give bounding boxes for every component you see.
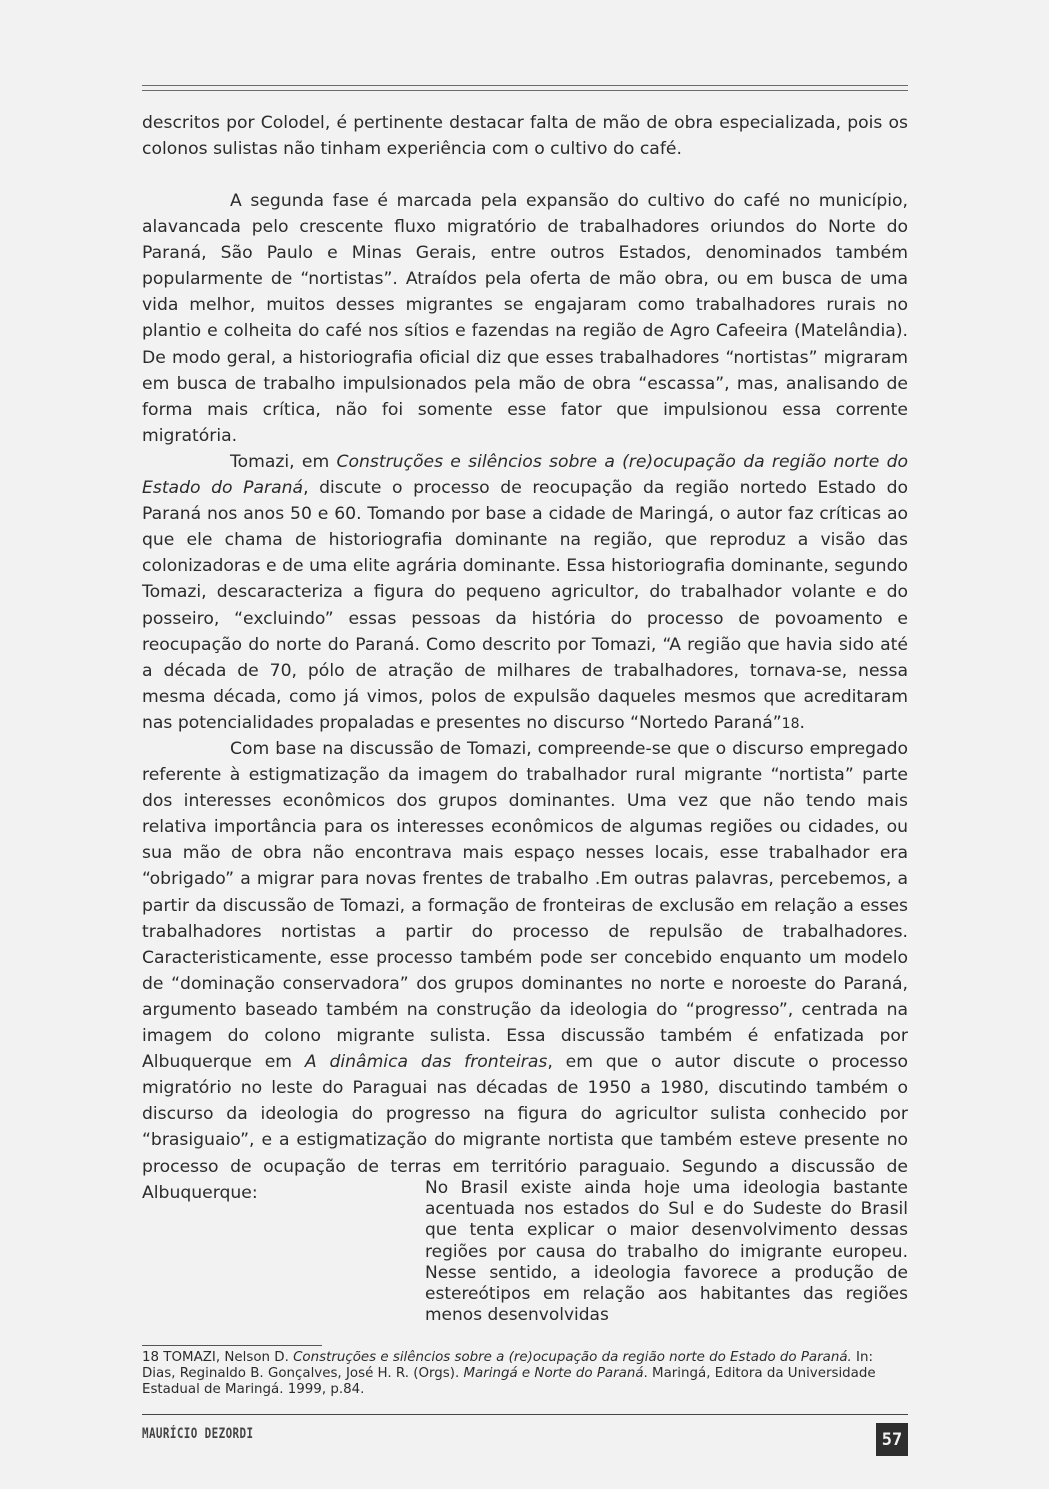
paragraph-continuation [142, 110, 908, 162]
footnote-18 [142, 1350, 908, 1398]
header-rule-bottom [142, 90, 908, 91]
footnote-reference[interactable]: 18 [781, 715, 800, 732]
footnote-separator [142, 1345, 322, 1346]
paragraph-albuquerque [142, 736, 908, 1206]
p4-text-b: , em que o autor discute o processo migratório no leste do Paraguai nas décadas de 1950 a 1980, discutindo também o discurso da ideologia do progresso na figura do agricultor sulista conhecido por “brasiguaio”, e a estigmatização do migrante nortista que também esteve presente no processo de ocupação de terras em território paraguaio. Segundo a discussão de Albuquerque: [142, 1052, 908, 1203]
p3-text-b: , discute o processo de reocupação da região nortedo Estado do Paraná nos anos 50 e 60. Tomando por base a cidade de Maringá, o autor faz críticas ao que ele chama de historiografia dominante na região, que reproduz a visão das colonizadoras e de uma elite agrária dominante. Essa historiografia dominante, segundo Tomazi, descaracteriza a figura do pequeno agricultor, do trabalhador volante e do posseiro, “excluindo” essas pessoas da história do processo de povoamento e reocupação do norte do Paraná. Como descrito por Tomazi, “A região que havia sido até a década de 70, pólo de atração de milhares de trabalhadores, tornava-se, nessa mesma década, como já vimos, polos de expulsão daqueles mesmos que acreditaram nas potencialidades propaladas e presentes no discurso “Nortedo Paraná” [142, 478, 908, 733]
footnote-title-2: Maringá e Norte do Paraná [463, 1366, 644, 1381]
paragraph-2-text: A segunda fase é marcada pela expansão do cultivo do café no município, alavancada pelo crescente fluxo migratório de trabalhadores oriundos do Norte do Paraná, São Paulo e Minas Gerais, entre outros Estados, denominados também popularmente de “nortistas”. Atraídos pela oferta de mão obra, ou em busca de uma vida melhor, muitos desses migrantes se engajaram como trabalhadores rurais no plantio e colheita do café nos sítios e fazendas na região de Agro Cafeeira (Matelândia). De modo geral, a historiografia oficial diz que esses trabalhadores “nortistas” migraram em busca de trabalho impulsionados pela mão de obra “escassa”, mas, analisando de forma mais crítica, não foi somente esse fator que impulsionou essa corrente migratória. [142, 191, 908, 446]
block-quote: No Brasil existe ainda hoje uma ideologia bastante acentuada nos estados do Sul e do Sudeste do Brasil que tenta explicar o maior desenvolvimento dessas regiões por causa do trabalho do imigrante europeu. Nesse sentido, a ideologia favorece a produção de estereótipos em relação aos habitantes das regiões menos desenvolvidas [425, 1178, 908, 1326]
p3-text-a: Tomazi, em [230, 452, 337, 472]
footnote-text-b: In: Dias, Reginaldo B. Gonçalves, José H. R. (Orgs). [142, 1350, 873, 1381]
footnote-text-c: . Maringá, Editora da Universidade Estadual de Maringá. 1999, p.84. [142, 1366, 876, 1397]
header-rule-top [142, 85, 908, 86]
footer-rule [142, 1414, 908, 1415]
footer-author-name: MAURÍCIO DEZORDI [142, 1426, 254, 1442]
footnote-title-1: Construções e silêncios sobre a (re)ocupação da região norte do Estado do Paraná. [293, 1350, 852, 1365]
p4-text-a: Com base na discussão de Tomazi, compreende-se que o discurso empregado referente à estigmatização da imagem do trabalhador rural migrante “nortista” parte dos interesses econômicos dos grupos dominantes. Uma vez que não tendo mais relativa importância para os interesses econômicos de algumas regiões ou cidades, ou sua mão de obra não encontrava mais espaço nesses locais, esse trabalhador era “obrigado” a migrar para novas frentes de trabalho .Em outras palavras, percebemos, a partir da discussão de Tomazi, a formação de fronteiras de exclusão em relação a esses trabalhadores nortistas a partir do processo de repulsão de trabalhadores. Caracteristicamente, esse processo também pode ser concebido enquanto um modelo de “dominação conservadora” dos grupos dominantes no norte e noroeste do Paraná, argumento baseado também na construção da ideologia do “progresso”, centrada na imagem do colono migrante sulista. Essa discussão também é enfatizada por Albuquerque em [142, 739, 908, 1073]
paragraph-4-text [142, 736, 908, 1206]
page-number-badge: 57 [876, 1423, 908, 1456]
paragraph-tomazi [142, 449, 908, 737]
footnote-text-a: 18 TOMAZI, Nelson D. [142, 1350, 294, 1365]
p4-book-title: A dinâmica das fronteiras [304, 1052, 548, 1073]
p3-text-end: . [799, 712, 805, 733]
paragraph-second-phase [142, 188, 908, 449]
paragraph-3-text [142, 449, 908, 737]
p3-book-title: Construções e silêncios sobre a (re)ocupação da região norte do Estado do Paraná [142, 452, 909, 499]
paragraph-1-text: descritos por Colodel, é pertinente destacar falta de mão de obra especializada, pois os colonos sulistas não tinham experiência com o cultivo do café. [142, 113, 908, 160]
